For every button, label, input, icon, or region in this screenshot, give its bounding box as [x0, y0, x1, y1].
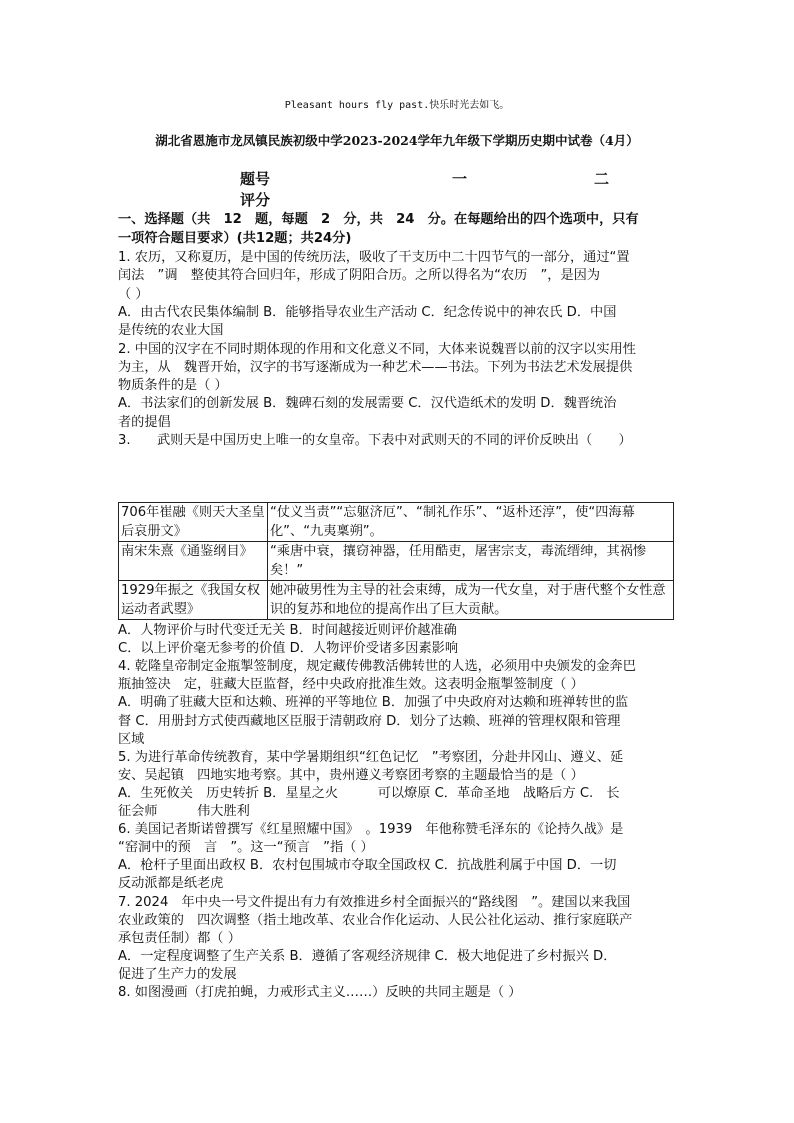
question-text-line: 8. 如图漫画（打虎拍蝇，力戒形式主义……）反映的共同主题是（ ）	[118, 985, 522, 1000]
question-text-line: 督 C．用册封方式使西藏地区臣服于清朝政府 D．划分了达赖、班禅的管理权限和管理	[118, 713, 621, 729]
table-row	[119, 503, 674, 542]
exam-title: 湖北省恩施市龙凤镇民族初级中学2023-2024学年九年级下学期历史期中试卷（4月）	[155, 133, 639, 148]
question-text-line: 5. 为进行革命传统教育，某中学暑期组织“红色记忆 ”考察团，分赴井冈山、遵义、延	[118, 749, 624, 765]
wu-zetian-evaluation-table	[118, 502, 674, 620]
table-cell-source: 706年崔融《则天大圣皇后哀册文》	[119, 503, 268, 542]
question-text-line: 7. 2024 年中央一号文件提出有力有效推进乡村全面振兴的“路线图 ”。建国以来我国	[118, 894, 631, 910]
question-text-line: A．一定程度调整了生产关系 B．遵循了客观经济规律 C．极大地促进了乡村振兴 D．	[118, 948, 617, 964]
section-heading-line-1: 一、选择题（共 12 题，每题 2 分，共 24 分。在每题给出的四个选项中，只有	[118, 212, 639, 227]
question-text-line: 农业政策的 四次调整（指土地改革、农业合作化运动、人民公社化运动、推行家庭联产	[118, 912, 633, 928]
question-text-line: A．由古代农民集体编制 B．能够指导农业生产活动 C．纪念传说中的神农氏 D．中国	[118, 304, 617, 320]
score-table-row-label: 评分	[240, 191, 271, 209]
question-text-line: 物质条件的是（ ）	[118, 378, 228, 394]
table-cell-evaluation: “仗义当责”“忘躯济厄”、“制礼作乐”、“返朴还淳”，使“四海幕化”、“九夷稟朔”。	[268, 503, 674, 542]
question-text-line: 承包责任制）都（ ）	[118, 930, 241, 946]
score-table-col-2: 二	[594, 170, 610, 188]
score-table-col-1: 一	[452, 170, 468, 188]
question-text-line: （ ）	[118, 286, 149, 302]
question-text-line: 2. 中国的汉字在不同时期体现的作用和文化意义不同，大体来说魏晋以前的汉字以实用性	[118, 341, 636, 357]
question-text-line: 安、吴起镇 四地实地考察。其中，贵州遵义考察团考察的主题最恰当的是（ ）	[118, 767, 584, 783]
question-text-line: A．人物评价与时代变迁无关 B．时间越接近则评价越准确	[118, 623, 457, 638]
table-cell-source: 1929年振之《我国女权运动者武曌》	[119, 581, 268, 620]
table-row	[119, 581, 674, 620]
question-text-line: 反动派都是纸老虎	[118, 876, 224, 892]
section-heading-line-2: 一项符合题目要求）(共12题；共24分)	[118, 231, 352, 246]
table-cell-evaluation: 她冲破男性为主导的社会束缚，成为一代女皇，对于唐代整个女性意识的复苏和地位的提高作出了巨大贡献。	[268, 581, 674, 620]
table-row	[119, 542, 674, 581]
table-cell-evaluation: “乘唐中衰，攘窃神器，任用酷吏，屠害宗支，毒流缙绅，其祸惨矣！”	[268, 542, 674, 581]
question-text-line: C．以上评价毫无参考的价值 D．人物评价受诸多因素影响	[118, 641, 459, 657]
page-header-motto: Pleasant hours fly past.快乐时光去如飞。	[284, 100, 510, 111]
question-text-line: 是传统的农业大国	[118, 323, 224, 339]
question-text-line: 区域	[118, 731, 145, 747]
score-table-col-label: 题号	[240, 170, 271, 188]
question-text-line: 4. 乾隆皇帝制定金瓶掣签制度，规定藏传佛教活佛转世的人选，必须用中央颁发的金奔巴	[118, 659, 636, 675]
question-text-line: 促进了生产力的发展	[118, 966, 237, 982]
question-text-line: A．生死攸关 历史转折 B．星星之火 可以燎原 C．革命圣地 战略后方 C. 长	[118, 785, 620, 801]
question-text-line: 1. 农历，又称夏历，是中国的传统历法，吸收了干支历中二十四节气的一部分，通过“置	[118, 250, 630, 265]
question-text-line: A．明确了驻藏大臣和达赖、班禅的平等地位 B．加强了中央政府对达赖和班禅转世的监	[118, 695, 629, 711]
question-text-line: A．书法家们的创新发展 B．魏碑石刻的发展需要 C．汉代造纸术的发明 D．魏晋统治	[118, 396, 617, 412]
question-text-line: 瓶抽签决 定，驻藏大臣监督，经中央政府批准生效。这表明金瓶掣签制度（ ）	[118, 677, 584, 693]
table-cell-source: 南宋朱熹《通鉴纲目》	[119, 542, 268, 581]
question-text-line: 3. 武则天是中国历史上唯一的女皇帝。下表中对武则天的不同的评价反映出（ ）	[118, 433, 632, 448]
question-text-line: 闰法 ”调 整使其符合回归年，形成了阴阳合历。之所以得名为“农历 ”，是因为	[118, 268, 601, 284]
question-text-line: “窑洞中的预 言 ”。这一“预言 ”指（ ）	[118, 840, 374, 856]
question-text-line: 者的提倡	[118, 414, 171, 430]
question-text-line: 为主，从 魏晋开始，汉字的书写逐渐成为一种艺术——书法。下列为书法艺术发展提供	[118, 359, 633, 375]
question-text-line: 征会师 伟大胜利	[118, 804, 250, 819]
question-text-line: 6. 美国记者斯诺曾撰写《红星照耀中国》 。1939 年他称赞毛泽东的《论持久战》是	[118, 822, 624, 838]
question-text-line: A．枪杆子里面出政权 B．农村包围城市夺取全国政权 C．抗战胜利属于中国 D．一切	[118, 858, 617, 874]
